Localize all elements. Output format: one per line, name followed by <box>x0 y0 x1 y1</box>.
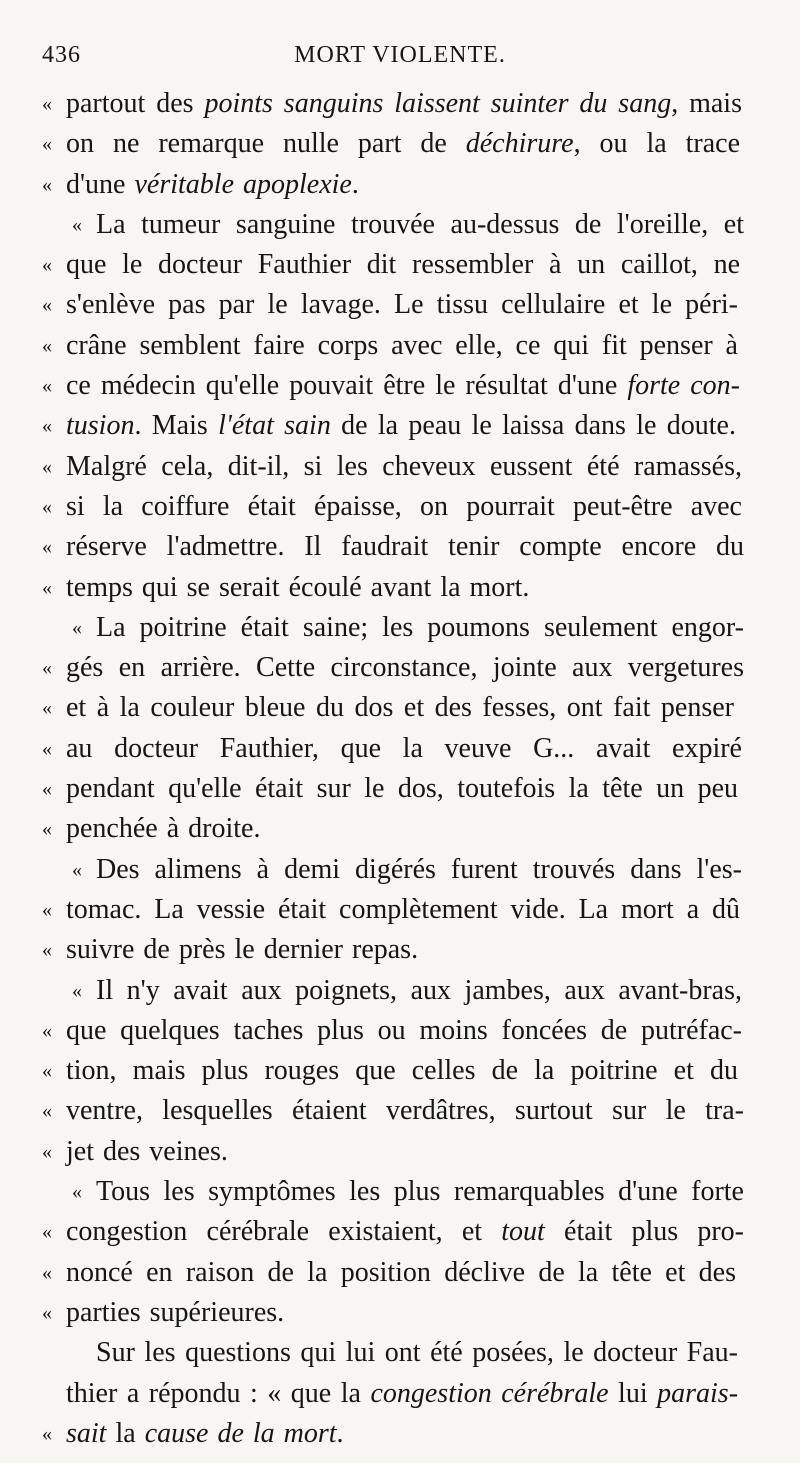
line-content <box>96 1172 758 1212</box>
text-segment: penchée à droite. <box>66 813 261 845</box>
line-content <box>96 1333 758 1373</box>
quote-mark: « <box>42 898 52 921</box>
text-segment: la <box>106 1417 145 1449</box>
text-line <box>42 1333 758 1373</box>
text-line <box>42 205 758 245</box>
quote-mark: « <box>72 979 82 1002</box>
text-segment: crâne semblent faire corps avec elle, ce qui fit penser à <box>66 329 738 361</box>
text-line <box>42 487 758 527</box>
text-line <box>42 890 758 930</box>
line-content <box>66 84 758 124</box>
italic-text: cause de la mort <box>144 1417 337 1449</box>
text-segment: noncé en raison de la position déclive de la tête et des <box>66 1256 736 1288</box>
line-content <box>66 1253 758 1293</box>
line-content <box>66 326 758 366</box>
quote-mark: « <box>72 213 82 236</box>
text-segment: tion, mais plus rouges que celles de la poitrine et du <box>66 1055 738 1087</box>
text-line <box>42 527 758 567</box>
text-segment: Tous les symptômes les plus remarquables d'une forte <box>96 1176 744 1208</box>
quote-mark: « <box>42 657 52 680</box>
text-line <box>42 1374 758 1414</box>
text-line <box>42 648 758 688</box>
text-segment: au docteur Fauthier, que la veuve G... avait expiré <box>66 732 742 764</box>
text-line <box>42 165 758 205</box>
quote-mark: « <box>42 1422 52 1445</box>
quote-mark: « <box>42 415 52 438</box>
line-content <box>66 1132 758 1172</box>
text-segment: Il n'y avait aux poignets, aux jambes, aux avant-bras, <box>96 974 742 1006</box>
text-segment: Malgré cela, dit-il, si les cheveux eussent été ramassés, <box>66 450 742 482</box>
text-segment: temps qui se serait écoulé avant la mort. <box>66 571 530 603</box>
quote-mark <box>42 1374 66 1414</box>
text-line <box>42 1253 758 1293</box>
line-content <box>66 1414 758 1454</box>
line-content <box>66 406 758 446</box>
line-content <box>66 568 758 608</box>
quote-mark: « <box>42 254 52 277</box>
quote-mark: « <box>42 455 52 478</box>
text-line <box>42 729 758 769</box>
line-content <box>66 1293 758 1333</box>
quote-mark: « <box>42 536 52 559</box>
text-segment: de la peau le laissa dans le doute. <box>330 410 736 442</box>
text-line <box>42 245 758 285</box>
line-content <box>66 527 758 567</box>
line-content <box>66 245 758 285</box>
quote-mark: « <box>42 1060 52 1083</box>
text-segment: ce médecin qu'elle pouvait être le résultat d'une <box>66 370 628 402</box>
text-line <box>42 809 758 849</box>
italic-text: congestion cérébrale <box>370 1377 609 1409</box>
text-segment: . <box>351 168 359 200</box>
text-line <box>42 285 758 325</box>
text-segment: suivre de près le dernier repas. <box>66 934 419 966</box>
italic-text: points sanguins laissent suinter du sang <box>204 88 672 119</box>
line-content <box>66 1051 758 1091</box>
text-line <box>42 769 758 809</box>
quote-mark: « <box>42 1301 52 1324</box>
text-segment: Sur les questions qui lui ont été posées, le docteur Fau- <box>96 1337 738 1369</box>
line-content <box>66 930 758 970</box>
text-segment: pendant qu'elle était sur le dos, toutefois la tête un peu <box>66 773 738 805</box>
text-line <box>42 850 758 890</box>
text-line <box>42 1212 758 1252</box>
quote-mark: « <box>42 778 52 801</box>
text-segment: réserve l'admettre. Il faudrait tenir compte encore du <box>66 531 744 563</box>
text-line <box>42 971 758 1011</box>
quote-mark: « <box>42 334 52 357</box>
text-segment: on ne remarque nulle part de <box>66 128 466 160</box>
text-line <box>42 366 758 406</box>
body-text <box>42 84 758 1454</box>
text-segment: congestion cérébrale existaient, et <box>66 1216 502 1248</box>
page-number: 436 <box>42 42 81 68</box>
text-segment: jet des veines. <box>66 1135 228 1167</box>
quote-mark: « <box>42 294 52 317</box>
quote-mark: « <box>42 1261 52 1284</box>
quote-mark: « <box>42 1100 52 1123</box>
text-segment: d'une <box>66 168 135 200</box>
text-segment: . Mais <box>134 410 219 442</box>
text-segment: , mais <box>671 88 742 119</box>
text-segment: que le docteur Fauthier dit ressembler à un caillot, ne <box>66 249 740 281</box>
quote-mark: « <box>42 495 52 518</box>
line-content <box>96 971 758 1011</box>
text-line <box>42 608 758 648</box>
text-line <box>42 1132 758 1172</box>
text-segment: gés en arrière. Cette circonstance, jointe aux vergetures <box>66 652 744 684</box>
page-header <box>0 42 800 82</box>
text-segment: . <box>336 1417 344 1449</box>
text-segment: si la coiffure était épaisse, on pourrait peut-être avec <box>66 490 742 522</box>
line-content <box>66 165 758 205</box>
quote-mark: « <box>42 697 52 720</box>
text-segment: La tumeur sanguine trouvée au-dessus de l'oreille, et <box>96 208 744 240</box>
line-content <box>66 1374 758 1414</box>
text-line <box>42 688 758 728</box>
quote-mark: « <box>42 133 52 156</box>
quote-mark: « <box>72 1181 82 1204</box>
text-segment: , ou la trace <box>573 128 740 160</box>
quote-mark: « <box>42 737 52 760</box>
text-segment: parties supérieures. <box>66 1296 285 1328</box>
text-line <box>42 568 758 608</box>
line-content <box>66 1091 758 1131</box>
text-segment: ventre, lesquelles étaient verdâtres, surtout sur le tra- <box>66 1095 744 1127</box>
text-line <box>42 84 758 124</box>
quote-mark: « <box>42 576 52 599</box>
text-segment: La poitrine était saine; les poumons seulement engor- <box>96 611 744 643</box>
text-line <box>42 124 758 164</box>
text-line <box>42 1051 758 1091</box>
line-content <box>66 1212 758 1252</box>
line-content <box>66 285 758 325</box>
text-line <box>42 1293 758 1333</box>
quote-mark: « <box>72 858 82 881</box>
quote-mark <box>72 1333 96 1373</box>
line-content <box>66 648 758 688</box>
text-line <box>42 326 758 366</box>
italic-text: sait <box>66 1417 107 1449</box>
text-line <box>42 1011 758 1051</box>
italic-text: tout <box>501 1216 545 1248</box>
quote-mark: « <box>42 1221 52 1244</box>
text-segment: et à la couleur bleue du dos et des fesses, ont fait penser <box>66 692 734 724</box>
italic-text: parais- <box>657 1377 739 1409</box>
text-line <box>42 1091 758 1131</box>
line-content <box>66 890 758 930</box>
line-content <box>66 769 758 809</box>
text-segment: était plus pro- <box>544 1216 744 1248</box>
line-content <box>66 487 758 527</box>
line-content <box>66 124 758 164</box>
quote-mark: « <box>42 93 52 115</box>
line-content <box>96 205 758 245</box>
italic-text: forte con- <box>627 370 740 402</box>
text-segment: partout des <box>66 88 205 119</box>
line-content <box>66 729 758 769</box>
quote-mark: « <box>72 616 82 639</box>
italic-text: l'état sain <box>218 410 331 442</box>
quote-mark: « <box>42 1140 52 1163</box>
quote-mark: « <box>42 939 52 962</box>
quote-mark: « <box>42 818 52 841</box>
italic-text: déchirure <box>465 128 574 160</box>
line-content <box>66 366 758 406</box>
quote-mark: « <box>42 173 52 196</box>
italic-text: tusion <box>66 410 135 442</box>
text-segment: Des alimens à demi digérés furent trouvés dans l'es- <box>96 853 742 885</box>
text-line <box>42 1414 758 1454</box>
line-content <box>66 447 758 487</box>
text-line <box>42 447 758 487</box>
text-segment: thier a répondu : « que la <box>66 1377 371 1409</box>
text-segment: que quelques taches plus ou moins foncées de putréfac- <box>66 1014 742 1046</box>
quote-mark: « <box>42 1019 52 1042</box>
text-line <box>42 406 758 446</box>
text-line <box>42 1172 758 1212</box>
line-content <box>66 809 758 849</box>
text-segment: s'enlève pas par le lavage. Le tissu cellulaire et le péri- <box>66 289 738 321</box>
line-content <box>66 688 758 728</box>
running-head: MORT VIOLENTE. <box>294 42 506 68</box>
text-segment: tomac. La vessie était complètement vide. La mort a dû <box>66 893 740 925</box>
text-line <box>42 930 758 970</box>
line-content <box>96 608 758 648</box>
italic-text: véritable apoplexie <box>134 168 352 200</box>
line-content <box>96 850 758 890</box>
quote-mark: « <box>42 375 52 398</box>
text-segment: lui <box>608 1377 658 1409</box>
line-content <box>66 1011 758 1051</box>
